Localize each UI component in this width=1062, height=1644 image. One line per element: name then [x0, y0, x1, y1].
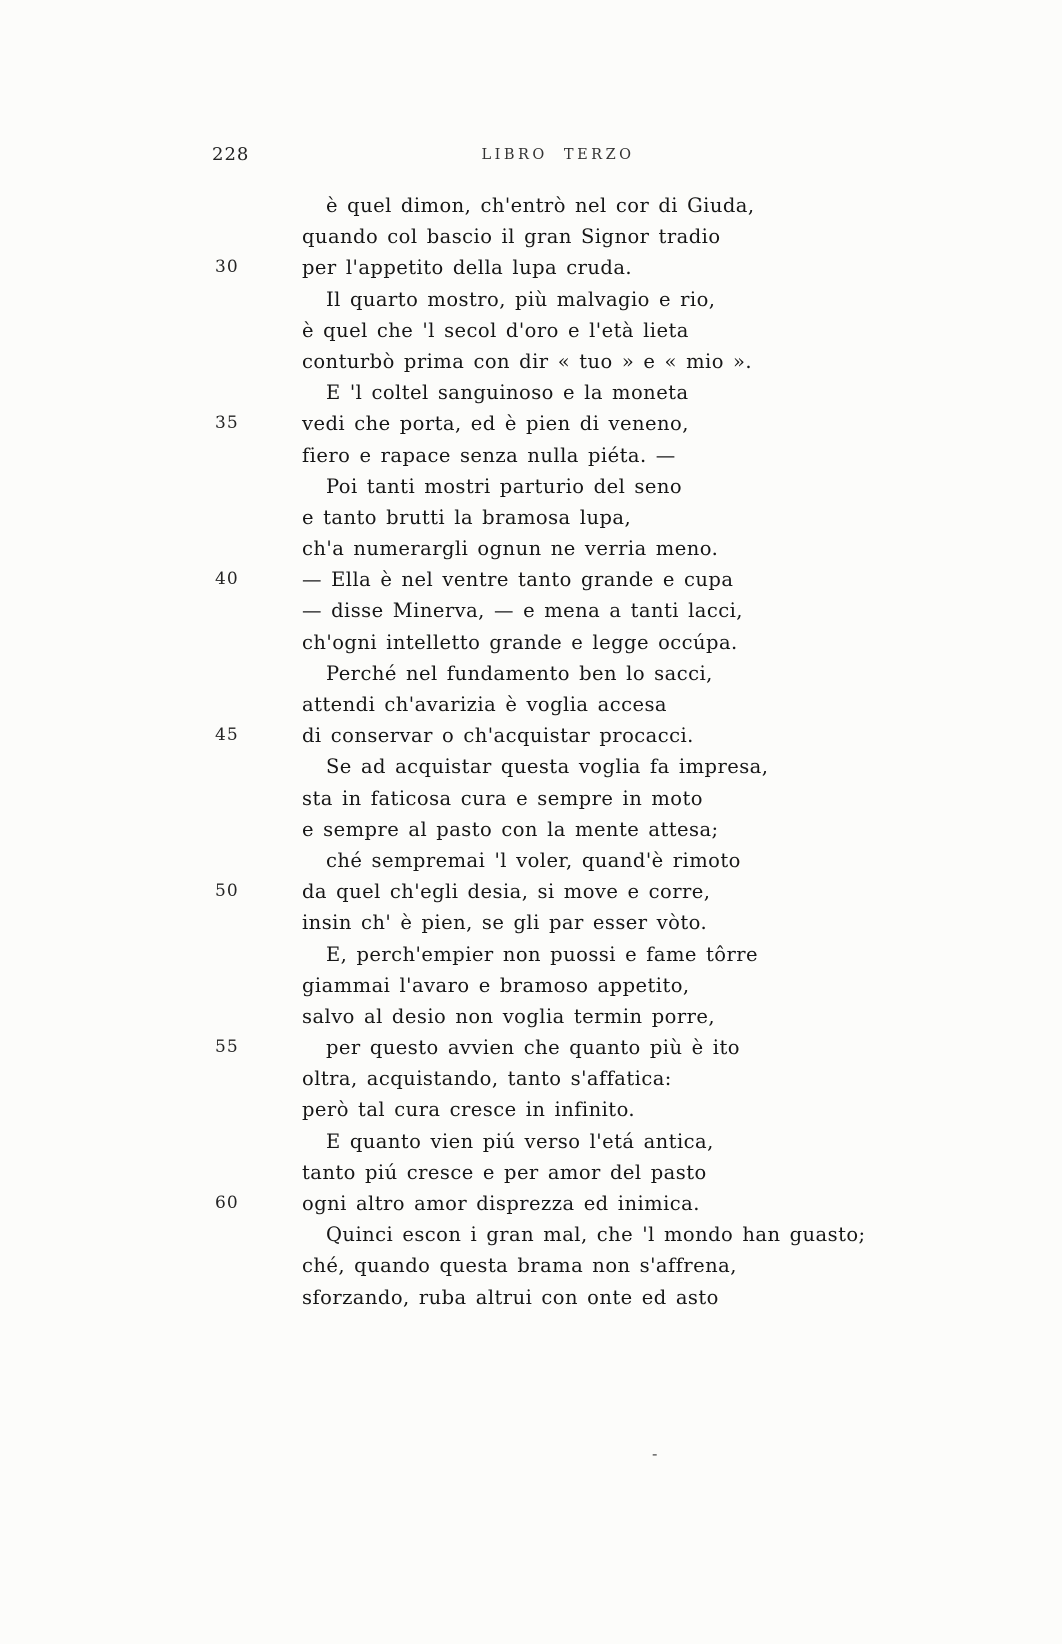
verse-text: sforzando, ruba altrui con onte ed asto: [302, 1285, 719, 1309]
verse-line: [0, 252, 1062, 283]
verse-line: [0, 502, 1062, 533]
verse-line: [0, 221, 1062, 252]
verse-text: Se ad acquistar questa voglia fa impresa,: [326, 755, 769, 779]
verse-line: [0, 814, 1062, 845]
verse-text: di conservar o ch'acquistar procacci.: [302, 724, 694, 748]
verse-line: [0, 658, 1062, 689]
verse-text: ché sempremai 'l voler, quand'è rimoto: [326, 848, 741, 872]
verse-text: Perché nel fundamento ben lo sacci,: [326, 661, 713, 685]
verse-line: [0, 876, 1062, 907]
verse-text: e sempre al pasto con la mente attesa;: [302, 817, 719, 841]
verse-text: ch'ogni intelletto grande e legge occúpa.: [302, 630, 738, 654]
verse-text: — Ella è nel ventre tanto grande e cupa: [302, 568, 734, 592]
verse-text: salvo al desio non voglia termin porre,: [302, 1004, 716, 1028]
line-number: 50: [215, 881, 239, 902]
verse-line: [0, 970, 1062, 1001]
page-number: 228: [212, 144, 250, 165]
verse-line: [0, 907, 1062, 938]
line-number: 45: [215, 725, 239, 746]
line-number: 30: [215, 257, 239, 278]
line-number: 55: [215, 1037, 239, 1058]
verse-text: E quanto vien piú verso l'etá antica,: [326, 1129, 714, 1153]
verse-line: [0, 1063, 1062, 1094]
verse-text: fiero e rapace senza nulla piéta. —: [302, 443, 676, 467]
verse-text: vedi che porta, ed è pien di veneno,: [302, 412, 689, 436]
verse-text: Poi tanti mostri parturio del seno: [326, 474, 683, 498]
verse-text: però tal cura cresce in infinito.: [302, 1098, 636, 1122]
verse-line: [0, 1001, 1062, 1032]
verse-line: [0, 471, 1062, 502]
line-number: 60: [215, 1193, 239, 1213]
verse-line: [0, 533, 1062, 564]
verse-text: Quinci escon i gran mal, che 'l mondo han guasto;: [326, 1223, 866, 1247]
verse-line: [0, 1188, 1062, 1219]
verse-line: [0, 783, 1062, 814]
verse-text: è quel che 'l secol d'oro e l'età lieta: [302, 318, 689, 342]
verse-text: quando col bascio il gran Signor tradio: [302, 225, 721, 249]
verse-text: E 'l coltel sanguinoso e la moneta: [326, 381, 689, 405]
verse-block: [0, 190, 1062, 1313]
line-number: 35: [215, 413, 239, 434]
verse-line: [0, 1032, 1062, 1063]
verse-line: [0, 315, 1062, 346]
verse-text: e tanto brutti la bramosa lupa,: [302, 505, 632, 529]
verse-line: [0, 1094, 1062, 1125]
footer-mark: -: [652, 1444, 658, 1463]
verse-text: ogni altro amor disprezza ed inimica.: [302, 1192, 700, 1215]
verse-line: [0, 1126, 1062, 1157]
verse-text: attendi ch'avarizia è voglia accesa: [302, 693, 667, 716]
verse-text: E, perch'empier non puossi e fame tôrre: [326, 942, 759, 966]
verse-line: [0, 408, 1062, 439]
verse-line: [0, 627, 1062, 658]
verse-text: per l'appetito della lupa cruda.: [302, 256, 633, 280]
verse-text: è quel dimon, ch'entrò nel cor di Giuda,: [326, 194, 755, 217]
verse-text: insin ch' è pien, se gli par esser vòto.: [302, 911, 708, 935]
line-number: 40: [215, 569, 239, 590]
verse-text: sta in faticosa cura e sempre in moto: [302, 786, 703, 810]
verse-line: [0, 595, 1062, 626]
verse-text: ch'a numerargli ognun ne verria meno.: [302, 537, 719, 561]
verse-line: [0, 564, 1062, 595]
verse-text: — disse Minerva, — e mena a tanti lacci,: [302, 599, 743, 623]
running-title: LIBRO TERZO: [481, 147, 635, 163]
verse-line: [0, 440, 1062, 471]
page-header: [0, 144, 1062, 170]
verse-line: [0, 720, 1062, 751]
verse-line: [0, 689, 1062, 720]
verse-line: [0, 1250, 1062, 1281]
verse-line: [0, 1157, 1062, 1188]
verse-text: Il quarto mostro, più malvagio e rio,: [326, 287, 716, 311]
verse-text: conturbò prima con dir « tuo » e « mio ».: [302, 349, 753, 373]
verse-line: [0, 284, 1062, 315]
verse-text: da quel ch'egli desia, si move e corre,: [302, 880, 711, 904]
verse-line: [0, 190, 1062, 221]
verse-line: [0, 1219, 1062, 1250]
verse-line: [0, 751, 1062, 782]
verse-line: [0, 845, 1062, 876]
verse-text: oltra, acquistando, tanto s'affatica:: [302, 1067, 672, 1091]
verse-text: ché, quando questa brama non s'affrena,: [302, 1254, 737, 1278]
verse-text: giammai l'avaro e bramoso appetito,: [302, 973, 690, 997]
verse-text: tanto piú cresce e per amor del pasto: [302, 1160, 707, 1184]
verse-line: [0, 377, 1062, 408]
verse-line: [0, 939, 1062, 970]
verse-line: [0, 1282, 1062, 1313]
verse-line: [0, 346, 1062, 377]
verse-text: per questo avvien che quanto più è ito: [326, 1036, 740, 1060]
